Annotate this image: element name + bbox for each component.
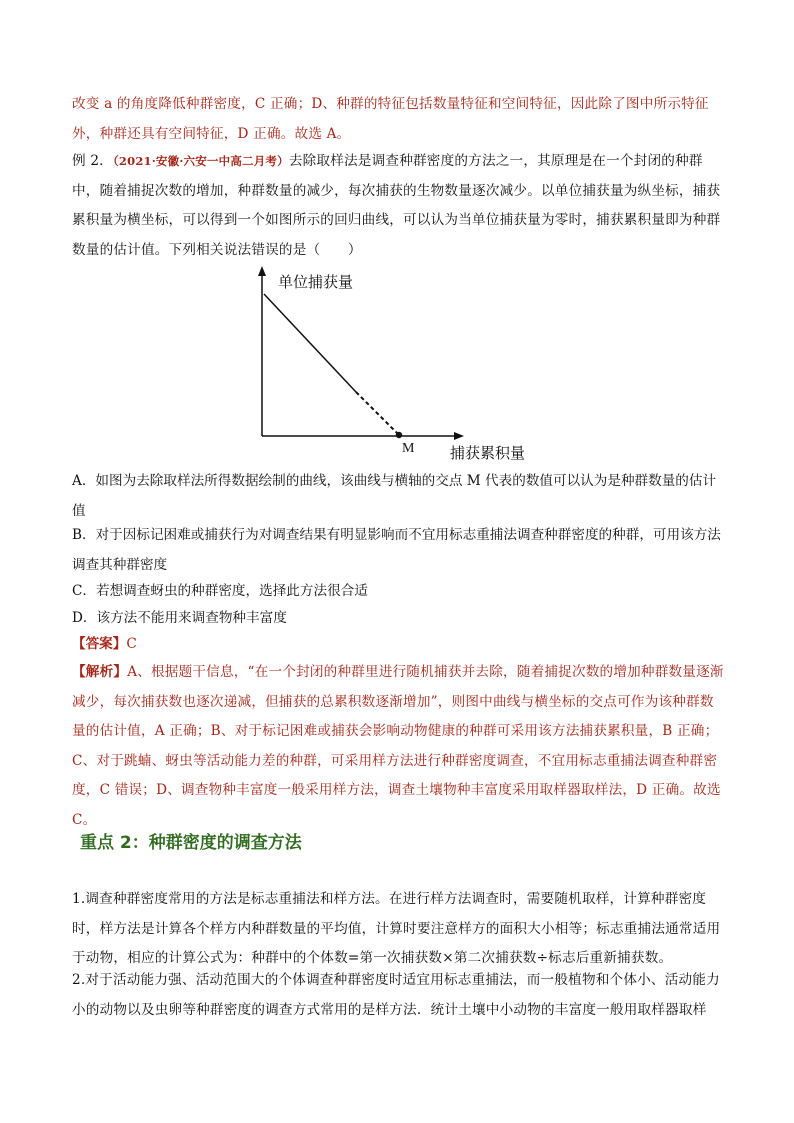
example-label: 例 2． bbox=[72, 153, 113, 169]
intercept-point-m bbox=[396, 432, 402, 438]
y-axis-arrow bbox=[258, 266, 266, 276]
example-source: （2021·安徽·六安一中高二月考） bbox=[112, 154, 289, 168]
option-a: A．如图为去除取样法所得数据绘制的曲线，该曲线与横轴的交点 M 代表的数值可以认为是种群数量的估计值 bbox=[72, 473, 717, 519]
x-axis-arrow bbox=[454, 432, 464, 440]
answer-line bbox=[72, 630, 137, 660]
analysis-block bbox=[72, 658, 726, 835]
removal-sampling-figure bbox=[0, 0, 794, 470]
point-m-label: M bbox=[402, 441, 415, 456]
option-b: B．对于因标记困难或捕获行为对调查结果有明显影响而不宜用标志重捕法调查种群密度的种群，可用该方法调查其种群密度 bbox=[72, 527, 721, 573]
analysis-text: A、根据题干信息，“在一个封闭的种群里进行随机捕获并去除，随着捕捉次数的增加种群数量逐渐减少，每次捕获数也逐次递减，但捕获的总累积数逐渐增加”，则图中曲线与横坐标的交点可作为该种群数量的估计值，A 正确；B、对于标记困难或捕获会影响动物健康的种群可采用该方法捕获累积量，B 正确；C、对于跳蝻、蚜虫等活动能力差的种群，可采用样方法进行种群密度调查，不宜用标志重捕法调查种群密度，C 错误；D、调查物种丰富度一般采用样方法，调查土壤物种丰富度采用取样器取样法，D 正确。故选 C。 bbox=[72, 664, 724, 828]
answer-value: C bbox=[126, 636, 137, 652]
keypoint-2: 2.对于活动能力强、活动范围大的个体调查种群密度时适宜用标志重捕法，而一般植物和个体小、活动能力小的动物以及虫卵等种群密度的调查方式常用的是样方法．统计土壤中小动物的丰富度一般用取样器取样 bbox=[72, 972, 720, 1018]
option-d: D．该方法不能用来调查物种丰富度 bbox=[72, 610, 287, 626]
option-c: C．若想调查蚜虫的种群密度，选择此方法很合适 bbox=[72, 583, 368, 599]
regression-extrapolation bbox=[356, 392, 398, 434]
x-axis-label: 捕获累积量 bbox=[450, 444, 526, 462]
example-text: 去除取样法是调查种群密度的方法之一，其原理是在一个封闭的种群中，随着捕捉次数的增加，种群数量的减少，每次捕获的生物数量逐次减少。以单位捕获量为纵坐标，捕获累积量为横坐标，可以得到一个如图所示的回归曲线，可以认为当单位捕获量为零时，捕获累积量即为种群数量的估计值。下列相关说法错误的是（ ） bbox=[72, 153, 721, 258]
analysis-label: 【解析】 bbox=[72, 664, 128, 680]
answer-label: 【答案】 bbox=[72, 636, 127, 652]
prev-solution-text: 改变 a 的角度降低种群密度，C 正确；D、种群的特征包括数量特征和空间特征，因此除了图中所示特征外，种群还具有空间特征，D 正确。故选 A。 bbox=[72, 96, 709, 142]
section-heading: 重点 2：种群密度的调查方法 bbox=[80, 833, 302, 853]
keypoint-1: 1.调查种群密度常用的方法是标志重捕法和样方法。在进行样方法调查时，需要随机取样，计算种群密度时，样方法是计算各个样方内种群数量的平均值，计算时要注意样方的面积大小相等；标志重捕法通常适用于动物，相应的计算公式为：种群中的个体数=第一次捕获数×第二次捕获数÷标志后重新捕获数。 bbox=[72, 891, 721, 966]
y-axis-label: 单位捕获量 bbox=[278, 273, 354, 291]
regression-line bbox=[264, 294, 356, 392]
